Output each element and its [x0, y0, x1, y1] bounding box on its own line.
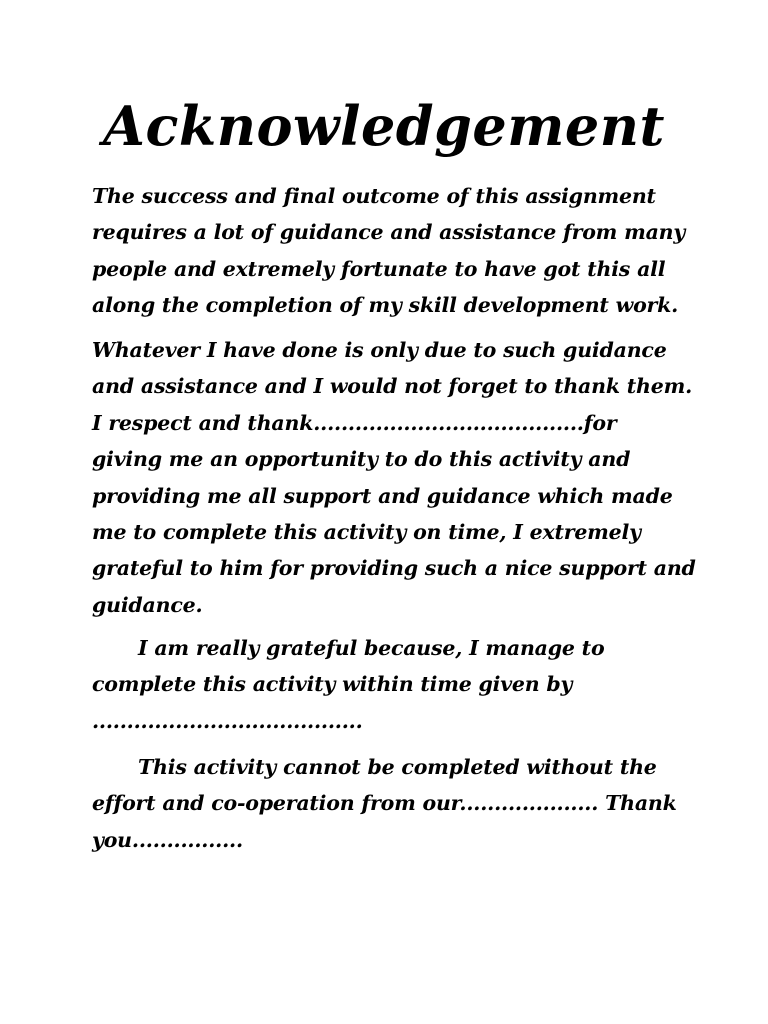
paragraph-2-line-8: guidance.	[92, 592, 203, 617]
paragraph-1	[92, 178, 686, 324]
paragraph-3-line-2: complete this activity within time given by	[92, 672, 573, 697]
paragraph-1-line-2: requires a lot of guidance and assistance from many	[92, 220, 686, 245]
paragraph-4-line-2: effort and co-operation from our.................... Thank	[92, 791, 677, 816]
paragraph-1-line-1: The success and final outcome of this assignment	[92, 184, 656, 208]
paragraph-2-line-5: providing me all support and guidance which made	[92, 483, 673, 508]
paragraph-1-line-3: people and extremely fortunate to have got this all	[92, 256, 666, 281]
paragraph-2-line-1: Whatever I have done is only due to such guidance	[92, 338, 667, 362]
paragraph-3-line-3: .......................................	[92, 708, 363, 733]
paragraph-2-line-6: me to complete this activity on time, I extremely	[92, 520, 641, 545]
page-title: Acknowledgement	[103, 94, 665, 158]
paragraph-4-line-1: This activity cannot be completed without the	[138, 755, 657, 779]
paragraph-2	[92, 332, 696, 623]
paragraph-3	[92, 630, 682, 739]
paragraph-2-line-3: I respect and thank.......................................for	[92, 410, 617, 435]
paragraph-4	[92, 749, 682, 858]
paragraph-2-line-4: giving me an opportunity to do this activity and	[92, 447, 631, 472]
paragraph-2-line-7: grateful to him for providing such a nice support and	[92, 556, 696, 581]
paragraph-1-line-4: along the completion of my skill development work.	[92, 293, 679, 318]
paragraph-4-line-3: you................	[92, 827, 243, 852]
paragraph-2-line-2: and assistance and I would not forget to thank them.	[92, 374, 693, 399]
paragraph-3-line-1: I am really grateful because, I manage to	[138, 636, 605, 660]
